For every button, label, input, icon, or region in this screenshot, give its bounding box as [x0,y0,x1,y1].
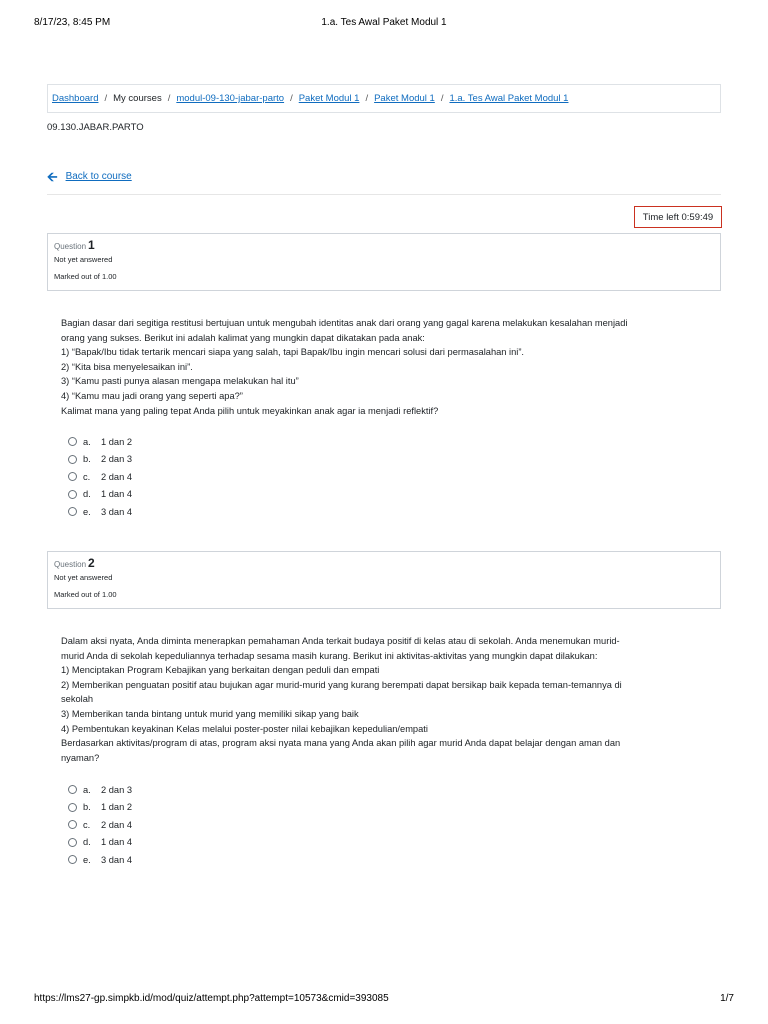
question-state: Not yet answered [54,255,113,264]
answer-text: 2 dan 4 [101,819,133,830]
answer-letter: d. [83,489,91,500]
question-text-line: Bagian dasar dari segitiga restitusi bertujuan untuk mengubah identitas anak dari orang yang gagal karena melakukan kesalahan menjadi [61,318,628,328]
breadcrumb-separator: / [365,93,369,104]
print-page-number: 1/7 [720,993,734,1004]
question-text-line: 3) Memberikan tanda bintang untuk murid yang memiliki sikap yang baik [61,708,359,719]
breadcrumb-separator: / [167,93,171,104]
question-info [47,551,721,609]
question-heading [54,238,714,252]
breadcrumb-dashboard[interactable]: Dashboard [52,93,99,104]
answer-text: 2 dan 3 [101,784,133,795]
question-text-line: 1) “Bapak/Ibu tidak tertarik mencari siapa yang salah, tapi Bapak/Ibu ingin mencari solusi dari permasalahan ini”. [61,347,525,358]
answer-list [68,781,268,869]
answer-text: 1 dan 2 [101,802,133,813]
question-text-line: Dalam aksi nyata, Anda diminta menerapkan pemahaman Anda terkait budaya positif di kelas atau di sekolah. Anda menemukan murid- [61,636,620,646]
breadcrumb [47,84,721,113]
question-text-line: orang yang sukses. Berikut ini adalah kalimat yang mungkin dapat dikatakan pada anak: [61,332,425,343]
question-heading [54,556,714,570]
breadcrumb-separator: / [104,93,108,104]
back-to-course-label[interactable]: Back to course [65,171,132,182]
radio-button[interactable] [68,507,77,516]
question-number: 2 [88,556,95,570]
question-number: 1 [88,238,95,252]
question-info [47,233,721,291]
question-grade: Marked out of 1.00 [54,590,117,599]
breadcrumb-quiz[interactable]: 1.a. Tes Awal Paket Modul 1 [449,93,569,104]
answer-list [68,433,268,521]
question-text-line: nyaman? [61,752,100,763]
radio-button[interactable] [68,437,77,446]
answer-letter: c. [83,471,91,482]
answer-option[interactable] [68,781,268,799]
answer-text: 3 dan 4 [101,854,133,865]
answer-text: 2 dan 3 [101,454,133,465]
quiz-timer: Time left 0:59:49 [634,206,722,228]
answer-option[interactable] [68,503,268,521]
question-text-line: 1) Menciptakan Program Kebajikan yang berkaitan dengan peduli dan empati [61,665,380,676]
answer-option[interactable] [68,834,268,852]
print-page-title: 1.a. Tes Awal Paket Modul 1 [321,17,447,28]
arrow-left-icon: 🡨 [47,169,58,184]
question-text-line: 2) “Kita bisa menyelesaikan ini”. [61,361,193,372]
breadcrumb-separator: / [290,93,293,104]
radio-button[interactable] [68,855,77,864]
print-header [34,17,734,31]
print-footer [34,993,734,1007]
answer-letter: e. [83,506,91,517]
question-grade: Marked out of 1.00 [54,272,117,281]
answer-letter: b. [83,454,91,465]
answer-text: 1 dan 4 [101,837,133,848]
answer-text: 1 dan 4 [101,489,133,500]
radio-button[interactable] [68,455,77,464]
question-text-line: 4) “Kamu mau jadi orang yang seperti apa?” [61,390,243,401]
question-text-line: 3) “Kamu pasti punya alasan mengapa melakukan hal itu” [61,376,299,387]
radio-button[interactable] [68,838,77,847]
answer-option[interactable] [68,451,268,469]
radio-button[interactable] [68,803,77,812]
radio-button[interactable] [68,490,77,499]
answer-option[interactable] [68,433,268,451]
answer-letter: d. [83,837,91,848]
question-label: Question [54,242,87,251]
breadcrumb-course[interactable]: modul-09-130-jabar-parto [176,93,285,104]
answer-letter: c. [83,819,91,830]
breadcrumb-separator: / [440,93,444,104]
answer-option[interactable] [68,468,268,486]
radio-button[interactable] [68,785,77,794]
radio-button[interactable] [68,472,77,481]
question-text-line: 2) Memberikan penguatan positif atau bujukan agar murid-murid yang kurang berempati dapat bersikap baik kepada teman-temannya di [61,679,622,690]
question-text [61,316,701,418]
answer-letter: b. [83,802,91,813]
answer-text: 3 dan 4 [101,506,133,517]
answer-text: 1 dan 2 [101,436,133,447]
answer-letter: a. [83,784,91,795]
radio-button[interactable] [68,820,77,829]
question-label: Question [54,560,87,569]
question-text-line: Berdasarkan aktivitas/program di atas, program aksi nyata mana yang Anda akan pilih agar murid Anda dapat belajar dengan aman dan [61,738,621,749]
answer-option[interactable] [68,851,268,869]
breadcrumb-section[interactable]: Paket Modul 1 [298,93,360,104]
answer-option[interactable] [68,799,268,817]
question-text [61,634,701,765]
answer-letter: e. [83,854,91,865]
back-to-course-link[interactable] [47,170,132,183]
question-text-line: sekolah [61,694,94,705]
print-datetime: 8/17/23, 8:45 PM [34,17,111,28]
breadcrumb-my-courses: My courses [113,93,162,104]
question-text-line: Kalimat mana yang paling tepat Anda pilih untuk meyakinkan anak agar ia menjadi reflektif? [61,405,439,416]
answer-option[interactable] [68,486,268,504]
print-url: https://lms27-gp.simpkb.id/mod/quiz/attempt.php?attempt=10573&cmid=393085 [34,993,389,1004]
course-shortname: 09.130.JABAR.PARTO [47,122,144,133]
answer-option[interactable] [68,816,268,834]
answer-text: 2 dan 4 [101,471,133,482]
divider [47,194,721,195]
question-text-line: murid Anda di sekolah kepeduliannya terhadap sesama masih kurang. Berikut ini aktivitas-aktivitas yang mungkin dapat dilakukan: [61,650,598,661]
breadcrumb-subsection[interactable]: Paket Modul 1 [374,93,435,104]
answer-letter: a. [83,436,91,447]
question-text-line: 4) Pembentukan keyakinan Kelas melalui poster-poster nilai kebajikan kepedulian/empati [61,723,428,734]
question-state: Not yet answered [54,573,113,582]
